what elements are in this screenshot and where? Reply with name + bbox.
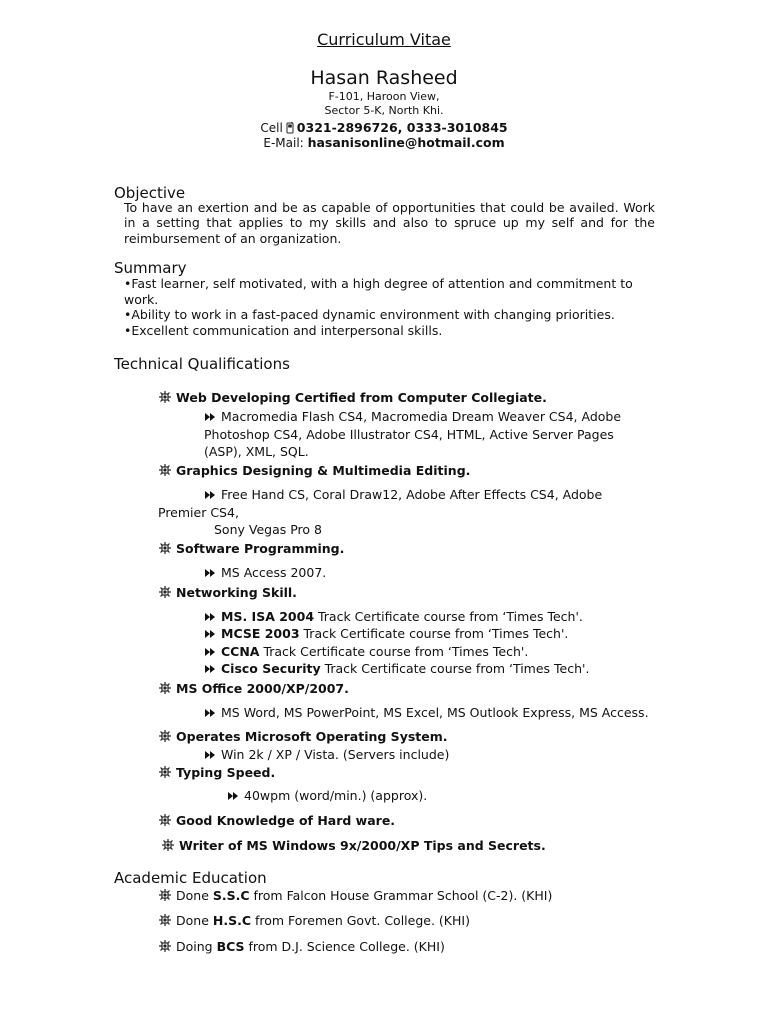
- graphics-detail-line-2: Premier CS4,: [158, 505, 239, 520]
- detail-text: MS Access 2007.: [221, 565, 327, 580]
- cv-title: Curriculum Vitae: [317, 30, 451, 49]
- sparkle-bullet-icon: [158, 888, 172, 902]
- qualification-os: [158, 729, 448, 744]
- web-detail-line-2: Photoshop CS4, Adobe Illustrator CS4, HTML, Active Server Pages: [204, 427, 614, 442]
- objective-line-1: To have an exertion and be as capable of opportunities that could be availed. Work: [124, 200, 655, 215]
- address-line-1: F-101, Haroon View,: [328, 90, 440, 103]
- education-item: [158, 888, 552, 903]
- summary-item: •Fast learner, self motivated, with a high degree of attention and commitment to work.: [124, 276, 633, 307]
- double-arrow-icon: [204, 750, 216, 760]
- cert-name: CCNA: [221, 644, 260, 659]
- cert-detail: Track Certificate course from ‘Times Tech'.: [320, 661, 590, 676]
- cert-name: Cisco Security: [221, 661, 321, 676]
- qualification-title: Networking Skill.: [176, 585, 297, 600]
- web-detail-line-3: (ASP), XML, SQL.: [204, 444, 309, 459]
- double-arrow-icon: [204, 568, 216, 578]
- office-detail-line-1: [204, 705, 649, 720]
- double-arrow-icon: [204, 490, 216, 500]
- cell-value: 0321-2896726, 0333-3010845: [296, 120, 508, 135]
- detail-text: MS Word, MS PowerPoint, MS Excel, MS Outlook Express, MS Access.: [221, 705, 649, 720]
- double-arrow-icon: [204, 647, 216, 657]
- qualification-software: [158, 541, 344, 556]
- qualification-office: [158, 681, 349, 696]
- email-value: hasanisonline@hotmail.com: [307, 135, 505, 150]
- networking-item: [204, 626, 568, 641]
- cert-detail: Track Certificate course from ‘Times Tech'.: [299, 626, 569, 641]
- graphics-detail-line-3: Sony Vegas Pro 8: [214, 522, 322, 537]
- sparkle-bullet-icon: [158, 765, 172, 779]
- double-arrow-icon: [204, 412, 216, 422]
- summary-heading: Summary: [114, 259, 187, 277]
- summary-item: •Excellent communication and interpersonal skills.: [124, 323, 443, 338]
- qualification-title: Software Programming.: [176, 541, 345, 556]
- networking-item: [204, 609, 583, 624]
- detail-text: Macromedia Flash CS4, Macromedia Dream Weaver CS4, Adobe: [221, 409, 622, 424]
- double-arrow-icon: [204, 664, 216, 674]
- education-degree: S.S.C: [212, 888, 250, 903]
- address-line-2: Sector 5-K, North Khi.: [324, 104, 444, 117]
- objective-heading: Objective: [114, 184, 186, 202]
- mobile-phone-icon: [286, 122, 294, 134]
- cert-name: MS. ISA 2004: [221, 609, 315, 624]
- sparkle-bullet-icon: [158, 541, 172, 555]
- qualification-networking: [158, 585, 297, 600]
- objective-line-3: reimbursement of an organization.: [124, 231, 342, 246]
- cert-name: MCSE 2003: [221, 626, 300, 641]
- software-detail-line-1: [204, 565, 326, 580]
- qualification-hardware: [158, 813, 395, 828]
- education-heading: Academic Education: [114, 869, 267, 887]
- cert-detail: Track Certificate course from ‘Times Tech'.: [259, 644, 529, 659]
- networking-item: [204, 661, 589, 676]
- objective-line-2: in a setting that applies to my skills and also to spruce up my self and for the: [124, 215, 655, 230]
- double-arrow-icon: [204, 708, 216, 718]
- education-prefix: Done: [176, 888, 213, 903]
- web-detail-line-1: [204, 409, 621, 424]
- double-arrow-icon: [204, 612, 216, 622]
- qualification-title: Operates Microsoft Operating System.: [176, 729, 448, 744]
- cert-detail: Track Certificate course from ‘Times Tech'.: [314, 609, 583, 624]
- detail-text: Free Hand CS, Coral Draw12, Adobe After Effects CS4, Adobe: [221, 487, 603, 502]
- sparkle-bullet-icon: [158, 813, 172, 827]
- sparkle-bullet-icon: [158, 390, 172, 404]
- os-detail-line-1: [204, 747, 449, 762]
- qualification-title: Writer of MS Windows 9x/2000/XP Tips and Secrets.: [179, 838, 546, 853]
- double-arrow-icon: [227, 791, 239, 801]
- sparkle-bullet-icon: [158, 913, 172, 927]
- sparkle-bullet-icon: [158, 681, 172, 695]
- qualification-web: [158, 390, 547, 405]
- detail-text: 40wpm (word/min.) (approx).: [244, 788, 428, 803]
- education-prefix: Done: [176, 913, 213, 928]
- graphics-detail-line-1: [204, 487, 602, 502]
- cell-label: Cell: [260, 121, 283, 135]
- qualification-title: Graphics Designing & Multimedia Editing.: [176, 463, 471, 478]
- networking-item: [204, 644, 528, 659]
- candidate-name: Hasan Rasheed: [310, 67, 458, 89]
- qualification-writer: [161, 838, 546, 853]
- education-institution: from Foremen Govt. College. (KHI): [251, 913, 470, 928]
- double-arrow-icon: [204, 629, 216, 639]
- sparkle-bullet-icon: [158, 463, 172, 477]
- qualification-title: Typing Speed.: [176, 765, 276, 780]
- sparkle-bullet-icon: [158, 939, 172, 953]
- qualification-graphics: [158, 463, 470, 478]
- education-degree: H.S.C: [212, 913, 251, 928]
- sparkle-bullet-icon: [158, 729, 172, 743]
- qualification-title: Good Knowledge of Hard ware.: [176, 813, 396, 828]
- education-item: [158, 939, 445, 954]
- education-institution: from Falcon House Grammar School (C-2). (KHI): [249, 888, 553, 903]
- sparkle-bullet-icon: [158, 585, 172, 599]
- education-prefix: Doing: [176, 939, 217, 954]
- qualification-title: Web Developing Certified from Computer Collegiate.: [176, 390, 547, 405]
- sparkle-bullet-icon: [161, 838, 175, 852]
- detail-text: Win 2k / XP / Vista. (Servers include): [221, 747, 450, 762]
- cell-row: [0, 120, 768, 135]
- qualification-title: MS Office 2000/XP/2007.: [176, 681, 349, 696]
- education-degree: BCS: [216, 939, 245, 954]
- email-row: [0, 135, 768, 150]
- education-institution: from D.J. Science College. (KHI): [244, 939, 445, 954]
- qualification-typing: [158, 765, 275, 780]
- typing-detail-line-1: [227, 788, 427, 803]
- email-label: E-Mail:: [263, 136, 304, 150]
- education-item: [158, 913, 470, 928]
- technical-heading: Technical Qualifications: [114, 355, 290, 373]
- summary-item: •Ability to work in a fast-paced dynamic environment with changing priorities.: [124, 307, 615, 322]
